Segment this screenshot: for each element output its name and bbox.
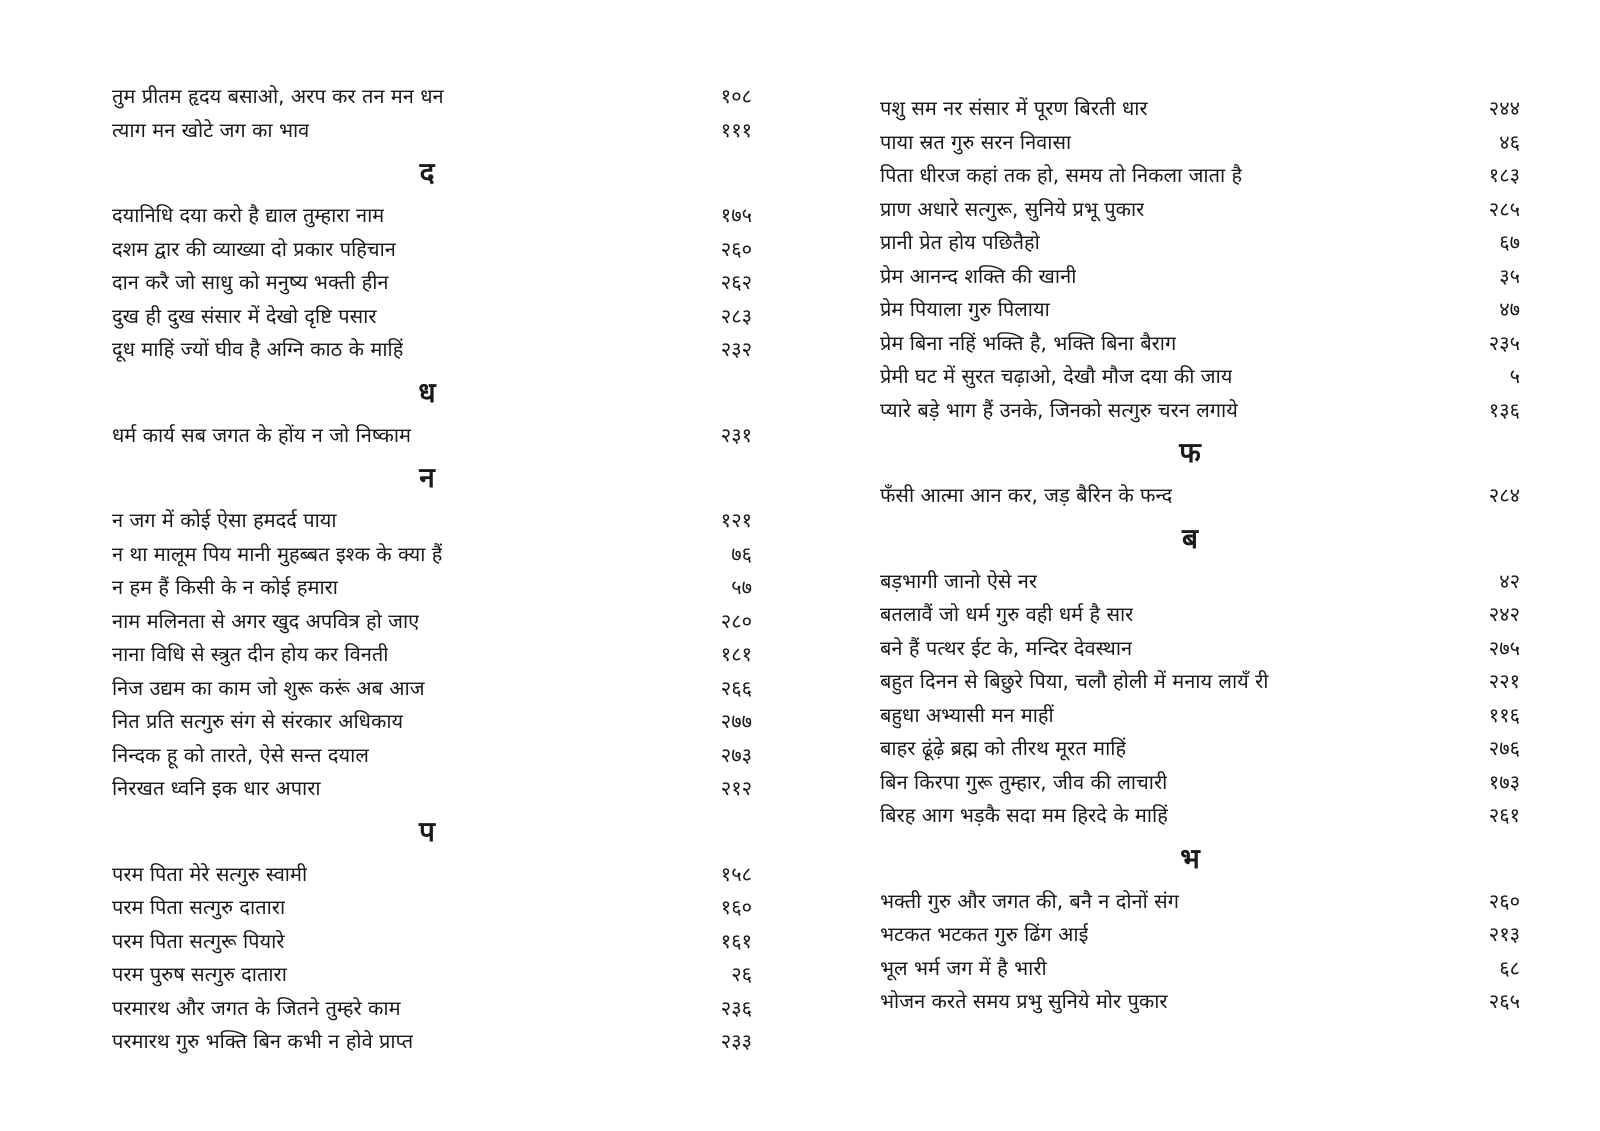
index-entry [112, 80, 752, 114]
entry-title: न हम हैं किसी के न कोई हमारा [112, 575, 338, 599]
entry-title: नाम मलिनता से अगर खुद अपवित्र हो जाए [112, 608, 420, 633]
index-entry [112, 705, 752, 739]
entry-title: प्रेम बिना नहिं भक्ति है, भक्ति बिना बैराग [880, 330, 1177, 355]
index-entry [880, 226, 1520, 260]
index-entry [880, 327, 1520, 361]
index-entry [880, 665, 1520, 699]
index-entry [880, 260, 1520, 294]
entry-page-number: २७५ [1488, 635, 1520, 660]
index-entry [880, 766, 1520, 800]
entry-title: धर्म कार्य सब जगत के होंय न जो निष्काम [112, 422, 412, 447]
entry-page-number: २६६ [720, 675, 752, 700]
entry-page-number: १८१ [720, 642, 752, 666]
entry-title: बिरह आग भड़कै सदा मम हिरदे के माहिं [880, 803, 1168, 827]
index-entry [112, 571, 752, 605]
entry-title: निन्दक हू को तारते, ऐसे सन्त दयाल [112, 742, 369, 767]
entry-title: प्रानी प्रेत होय पछितैहो [880, 230, 1040, 254]
entry-title: न था मालूम पिय मानी मुहब्बत इश्क के क्या हैं [112, 541, 443, 566]
index-entry [112, 266, 752, 300]
section-letter: ब [1182, 521, 1198, 555]
entry-title: निरखत ध्वनि इक धार अपारा [112, 776, 321, 800]
entry-page-number: २७७ [720, 709, 752, 733]
entry-page-number: २८३ [720, 303, 752, 328]
index-entry [112, 1025, 752, 1059]
entry-title: तुम प्रीतम हृदय बसाओ, अरप कर तन मन धन [112, 84, 444, 108]
entry-page-number: ७६ [731, 541, 752, 566]
index-entry [112, 114, 752, 148]
entry-page-number: १५८ [720, 861, 752, 886]
index-entry [880, 293, 1520, 327]
entry-page-number: ६७ [1499, 230, 1520, 254]
index-entry [112, 504, 752, 538]
index-entry [880, 598, 1520, 632]
entry-page-number: २४४ [1488, 96, 1520, 120]
entry-page-number: १३६ [1488, 397, 1520, 422]
section-letter: प [419, 814, 435, 848]
entry-title: फँसी आत्मा आन कर, जड़ बैरिन के फन्द [880, 483, 1173, 507]
index-entry [880, 92, 1520, 126]
entry-title: बहुत दिनन से बिछुरे पिया, चलौ होली में मनाय लायँ री [880, 669, 1269, 693]
index-entry [112, 739, 752, 773]
entry-page-number: १७३ [1488, 769, 1520, 794]
entry-page-number: ४७ [1499, 297, 1520, 321]
index-entry [880, 394, 1520, 428]
entry-page-number: २७३ [720, 742, 752, 767]
index-entry [112, 858, 752, 892]
entry-title: बतलावैं जो धर्म गुरु वही धर्म है सार [880, 602, 1134, 626]
index-entry [880, 565, 1520, 599]
entry-page-number: २६ [731, 962, 752, 986]
entry-title: प्यारे बड़े भाग हैं उनके, जिनको सत्गुरु चरन लगाये [880, 397, 1238, 422]
entry-page-number: २१२ [720, 776, 752, 800]
index-entry [112, 333, 752, 367]
section-letter: फ [1179, 436, 1201, 469]
index-entry [880, 479, 1520, 513]
entry-page-number: २१३ [1488, 922, 1520, 946]
section-letter: भ [1180, 841, 1200, 875]
index-entry [112, 925, 752, 959]
entry-page-number: २३५ [1488, 330, 1520, 355]
entry-page-number: ११६ [1488, 702, 1520, 727]
entry-page-number: २६० [720, 236, 752, 261]
entry-page-number: १२१ [720, 508, 752, 532]
index-entry [112, 199, 752, 233]
index-entry [880, 632, 1520, 666]
entry-page-number: १०८ [720, 84, 752, 108]
entry-page-number: १६० [720, 895, 752, 919]
entry-page-number: २८५ [1488, 196, 1520, 221]
entry-page-number: २६० [1488, 888, 1520, 913]
entry-page-number: ४६ [1499, 129, 1520, 154]
entry-title: परम पिता सत्गुरु दातारा [112, 895, 286, 919]
entry-page-number: २४२ [1488, 602, 1520, 626]
entry-page-number: १७५ [720, 203, 752, 227]
entry-title: भूल भर्म जग में है भारी [880, 955, 1047, 980]
index-entry [112, 300, 752, 334]
entry-page-number: २६१ [1488, 803, 1520, 827]
index-entry [112, 891, 752, 925]
entry-title: नाना विधि से स्त्रुत दीन होय कर विनती [112, 642, 389, 666]
entry-title: भक्ती गुरु और जगत की, बनै न दोनों संग [880, 888, 1179, 913]
index-entry [880, 918, 1520, 952]
section-letter: ध [418, 375, 436, 409]
entry-title: प्रेम पियाला गुरु पिलाया [880, 297, 1050, 321]
entry-title: निज उद्यम का काम जो शुरू करूं अब आज [112, 675, 425, 700]
entry-title: पिता धीरज कहां तक हो, समय तो निकला जाता है [880, 163, 1243, 187]
index-entry [112, 638, 752, 672]
index-entry [112, 233, 752, 267]
entry-page-number: ५७ [731, 575, 752, 599]
entry-title: बड़भागी जानो ऐसे नर [880, 568, 1038, 593]
index-column-right [880, 92, 1520, 1019]
index-entry [880, 193, 1520, 227]
index-entry [880, 885, 1520, 919]
entry-title: पशु सम नर संसार में पूरण बिरती धार [880, 96, 1148, 120]
entry-title: भोजन करते समय प्रभु सुनिये मोर पुकार [880, 989, 1168, 1013]
entry-page-number: २३६ [720, 995, 752, 1020]
entry-title: नित प्रति सत्गुरु संग से संरकार अधिकाय [112, 709, 404, 733]
entry-title: बिन किरपा गुरू तुम्हार, जीव की लाचारी [880, 769, 1168, 794]
entry-page-number: १६१ [720, 928, 752, 953]
entry-page-number: २२१ [1488, 669, 1520, 693]
section-letter: द [419, 156, 435, 189]
entry-title: दयानिधि दया करो है द्याल तुम्हारा नाम [112, 203, 385, 227]
index-entry [112, 419, 752, 453]
index-entry [112, 772, 752, 806]
index-entry [880, 360, 1520, 394]
entry-title: प्रेम आनन्द शक्ति की खानी [880, 263, 1077, 288]
entry-page-number: २८४ [1488, 483, 1520, 507]
index-entry [112, 992, 752, 1026]
entry-title: परमारथ और जगत के जितने तुम्हरे काम [112, 995, 401, 1020]
index-entry [880, 126, 1520, 160]
entry-title: परम पिता मेरे सत्गुरु स्वामी [112, 861, 308, 886]
entry-page-number: ५ [1509, 364, 1520, 388]
entry-page-number: २३२ [720, 337, 752, 361]
entry-page-number: २६२ [720, 270, 752, 294]
entry-title: दुख ही दुख संसार में देखो दृष्टि पसार [112, 303, 377, 328]
entry-page-number: २३३ [720, 1029, 752, 1053]
entry-title: प्राण अधारे सत्गुरू, सुनिये प्रभू पुकार [880, 196, 1145, 221]
entry-page-number: ६८ [1499, 955, 1520, 980]
index-entry [880, 952, 1520, 986]
entry-title: परम पुरुष सत्गुरु दातारा [112, 962, 287, 986]
entry-title: पाया स्रत गुरु सरन निवासा [880, 129, 1072, 154]
entry-title: न जग में कोई ऐसा हमदर्द पाया [112, 508, 337, 532]
entry-title: परमारथ गुरु भक्ति बिन कभी न होवे प्राप्त [112, 1029, 414, 1053]
entry-page-number: २७६ [1488, 736, 1520, 760]
entry-title: बाहर ढूंढ़े ब्रह्म को तीरथ मूरत माहिं [880, 736, 1127, 760]
index-entry [112, 958, 752, 992]
entry-title: दूध माहिं ज्यों घीव है अग्नि काठ के माहिं [112, 337, 404, 361]
entry-page-number: ४२ [1499, 568, 1520, 593]
entry-page-number: ३५ [1499, 263, 1520, 288]
entry-title: दान करै जो साधु को मनुष्य भक्ती हीन [112, 270, 389, 294]
index-entry [880, 159, 1520, 193]
index-entry [112, 672, 752, 706]
index-entry [880, 732, 1520, 766]
entry-title: बने हैं पत्थर ईट के, मन्दिर देवस्थान [880, 635, 1133, 660]
entry-title: प्रेमी घट में सुरत चढ़ाओ, देखौ मौज दया की जाय [880, 364, 1233, 388]
index-column-left [112, 80, 752, 1059]
entry-title: दशम द्वार की व्याख्या दो प्रकार पहिचान [112, 236, 396, 261]
entry-page-number: २८० [720, 608, 752, 633]
index-entry [880, 699, 1520, 733]
index-entry [880, 799, 1520, 833]
entry-page-number: २३१ [720, 422, 752, 447]
index-entry [880, 985, 1520, 1019]
entry-page-number: १११ [720, 117, 752, 142]
entry-title: भटकत भटकत गुरु ढिंग आई [880, 922, 1089, 946]
entry-page-number: १८३ [1488, 163, 1520, 187]
entry-page-number: २६५ [1488, 989, 1520, 1013]
section-letter: न [419, 461, 435, 494]
entry-title: बहुधा अभ्यासी मन माहीं [880, 702, 1054, 727]
entry-title: त्याग मन खोटे जग का भाव [112, 117, 310, 142]
entry-title: परम पिता सत्गुरू पियारे [112, 928, 285, 953]
index-entry [112, 605, 752, 639]
index-entry [112, 538, 752, 572]
